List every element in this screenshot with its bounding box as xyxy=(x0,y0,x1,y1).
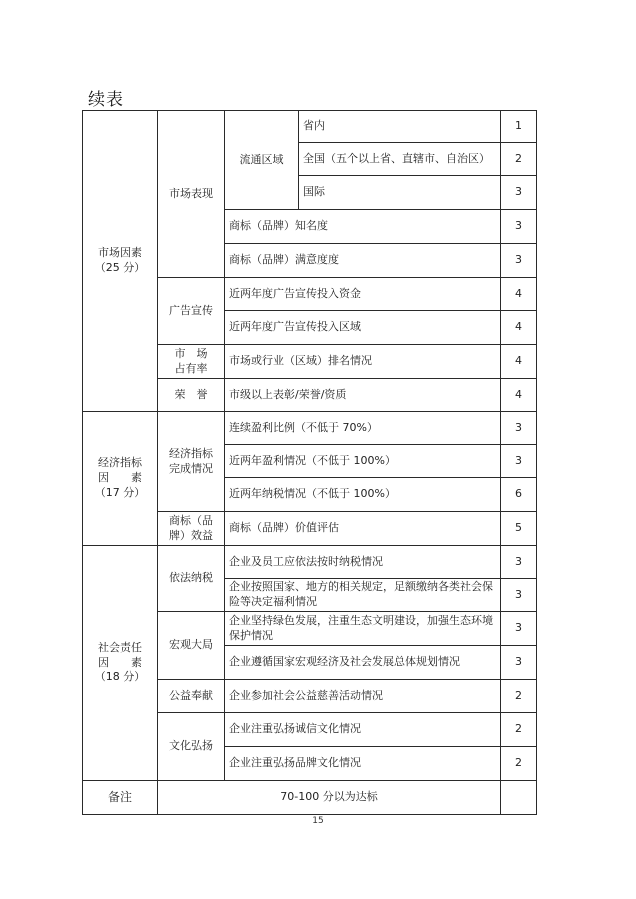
item-score: 3 xyxy=(501,546,537,579)
item-score: 3 xyxy=(501,646,537,680)
item-score: 5 xyxy=(501,512,537,546)
item-label: 近两年盈利情况（不低于 100%） xyxy=(225,445,501,478)
item-score: 3 xyxy=(501,612,537,646)
continued-table-heading: 续表 xyxy=(88,90,124,110)
subcategory-market-performance: 市场表现 xyxy=(158,111,225,278)
item-label: 市级以上表彰/荣誉/资质 xyxy=(225,379,501,412)
item-score: 3 xyxy=(501,244,537,278)
item-label: 企业参加社会公益慈善活动情况 xyxy=(225,680,501,713)
item-label: 省内 xyxy=(299,111,501,143)
table-row xyxy=(83,781,537,815)
item-label: 企业及员工应依法按时纳税情况 xyxy=(225,546,501,579)
item-label: 企业注重弘扬品牌文化情况 xyxy=(225,747,501,781)
item-score: 4 xyxy=(501,345,537,379)
table-row xyxy=(83,111,537,143)
page-number: 15 xyxy=(312,816,324,826)
item-label: 企业按照国家、地方的相关规定，足额缴纳各类社会保险等决定福利情况 xyxy=(225,579,501,612)
item-score: 2 xyxy=(501,713,537,747)
item-label: 近两年纳税情况（不低于 100%） xyxy=(225,478,501,512)
item-label: 全国（五个以上省、直辖市、自治区） xyxy=(299,143,501,176)
subcategory-market-share: 市 场 占有率 xyxy=(158,345,225,379)
subcategory-circulation-area: 流通区域 xyxy=(225,111,299,210)
item-score: 4 xyxy=(501,379,537,412)
subcategory-lawful-tax: 依法纳税 xyxy=(158,546,225,612)
item-score: 1 xyxy=(501,111,537,143)
table-row xyxy=(83,412,537,445)
category-social-responsibility: 社会责任 因 素 （18 分） xyxy=(83,546,158,781)
item-label: 商标（品牌）价值评估 xyxy=(225,512,501,546)
item-label: 企业坚持绿色发展，注重生态文明建设，加强生态环境保护情况 xyxy=(225,612,501,646)
item-label: 商标（品牌）知名度 xyxy=(225,210,501,244)
item-score: 4 xyxy=(501,311,537,345)
item-label: 国际 xyxy=(299,176,501,210)
table-row xyxy=(83,546,537,579)
item-score: 3 xyxy=(501,210,537,244)
note-label: 备注 xyxy=(83,781,158,815)
subcategory-macro-overall: 宏观大局 xyxy=(158,612,225,680)
item-score: 3 xyxy=(501,176,537,210)
subcategory-public-welfare: 公益奉献 xyxy=(158,680,225,713)
item-score: 2 xyxy=(501,680,537,713)
category-economic-factors: 经济指标 因 素 （17 分） xyxy=(83,412,158,546)
subcategory-honor: 荣 誉 xyxy=(158,379,225,412)
item-score: 2 xyxy=(501,143,537,176)
item-label: 企业遵循国家宏观经济及社会发展总体规划情况 xyxy=(225,646,501,680)
item-label: 企业注重弘扬诚信文化情况 xyxy=(225,713,501,747)
category-market-factors: 市场因素 （25 分） xyxy=(83,111,158,412)
item-score: 3 xyxy=(501,579,537,612)
subcategory-economic-completion: 经济指标 完成情况 xyxy=(158,412,225,512)
subcategory-trademark-benefit: 商标（品 牌）效益 xyxy=(158,512,225,546)
item-score: 3 xyxy=(501,445,537,478)
item-label: 市场或行业（区域）排名情况 xyxy=(225,345,501,379)
item-label: 连续盈利比例（不低于 70%） xyxy=(225,412,501,445)
scoring-table xyxy=(82,110,537,815)
subcategory-culture-promotion: 文化弘扬 xyxy=(158,713,225,781)
item-score: 2 xyxy=(501,747,537,781)
item-label: 商标（品牌）满意度度 xyxy=(225,244,501,278)
subcategory-advertising: 广告宣传 xyxy=(158,278,225,345)
item-label: 近两年度广告宣传投入区域 xyxy=(225,311,501,345)
note-score xyxy=(501,781,537,815)
item-score: 6 xyxy=(501,478,537,512)
item-label: 近两年度广告宣传投入资金 xyxy=(225,278,501,311)
item-score: 3 xyxy=(501,412,537,445)
note-text: 70-100 分以为达标 xyxy=(158,781,501,815)
item-score: 4 xyxy=(501,278,537,311)
